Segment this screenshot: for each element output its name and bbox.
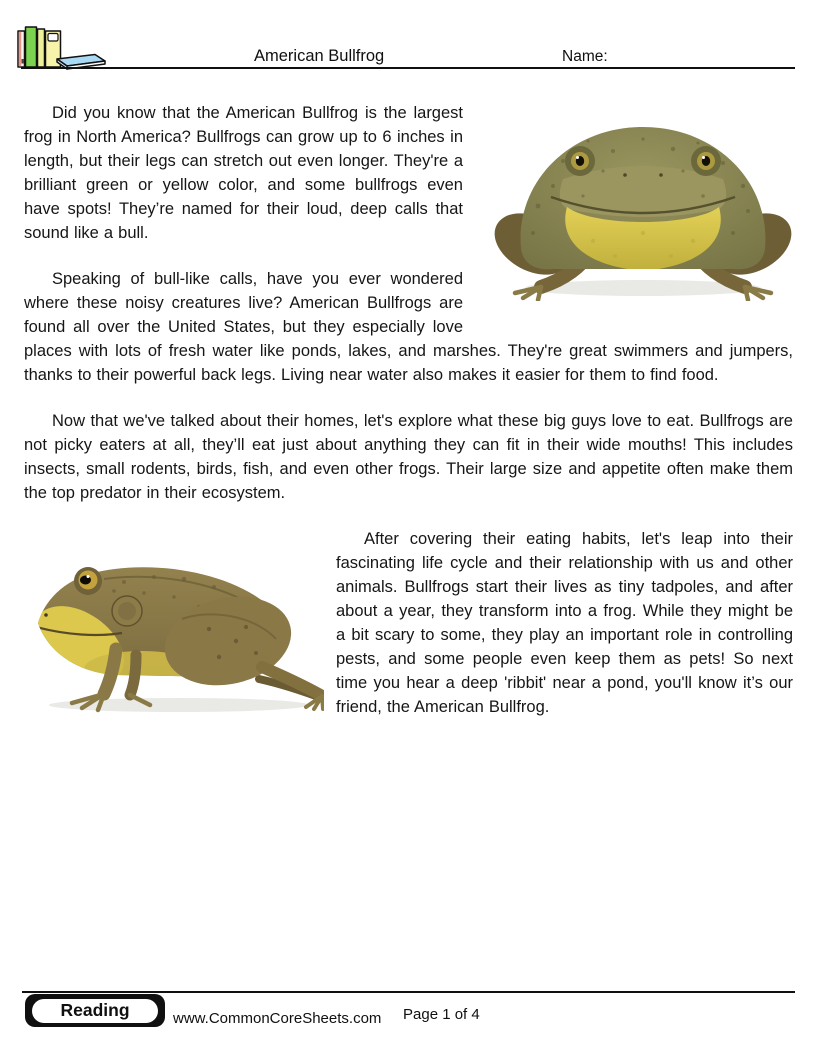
paragraph-4: After covering their eating habits, let's leap into their fascinating life cycle and their relationship with us and other animals. Bullfrogs start their lives as tiny tadpoles, and after about a year, they transform into a frog. While they might be a bit scary to some, they play an important role in controlling pests, and some people even keep them as pets! So next time you hear a deep 'ribbit' near a pond, you'll know it’s our friend, the American Bullfrog. [336,530,793,716]
footer-rule [22,991,795,993]
category-badge-label: Reading [60,1000,130,1020]
footer [0,991,816,1056]
paragraph-1: Did you know that the American Bullfrog is the largest frog in North America? Bullfrogs can grow up to 6 inches in length, but their legs can stretch out even longer. They're a brilliant green or yellow color, and some bullfrogs even have spots! They’re named for their loud, deep calls that sound like a bull. [24,104,463,242]
website-url: www.CommonCoreSheets.com [173,1010,382,1027]
page-indicator: Page 1 of 4 [403,1006,480,1023]
bullfrog-side-image [24,527,324,717]
header-rule-and-name-line [21,67,795,69]
page-title: American Bullfrog [254,47,385,65]
header [0,0,816,70]
category-badge [25,994,165,1027]
category-badge-pill [32,999,158,1023]
bullfrog-front-image [493,101,793,301]
article [0,70,816,741]
name-label: Name: [562,48,608,65]
paragraph-2: Speaking of bull-like calls, have you ever wondered where these noisy creatures live? American Bullfrogs are found all over the United States, but they especially love places with lots of fresh water like ponds, lakes, and marshes. They're great swimmers and jumpers, thanks to their powerful back legs. Living near water also makes it easier for them to find food. [24,270,793,384]
paragraph-3: Now that we've talked about their homes, let's explore what these big guys love to eat. Bullfrogs are not picky eaters at all, they’ll eat just about anything they can fit in their wide mouths! This includes insects, small rodents, birds, fish, and even other frogs. Their large size and appetite often make them the top predator in their ecosystem. [24,412,793,502]
